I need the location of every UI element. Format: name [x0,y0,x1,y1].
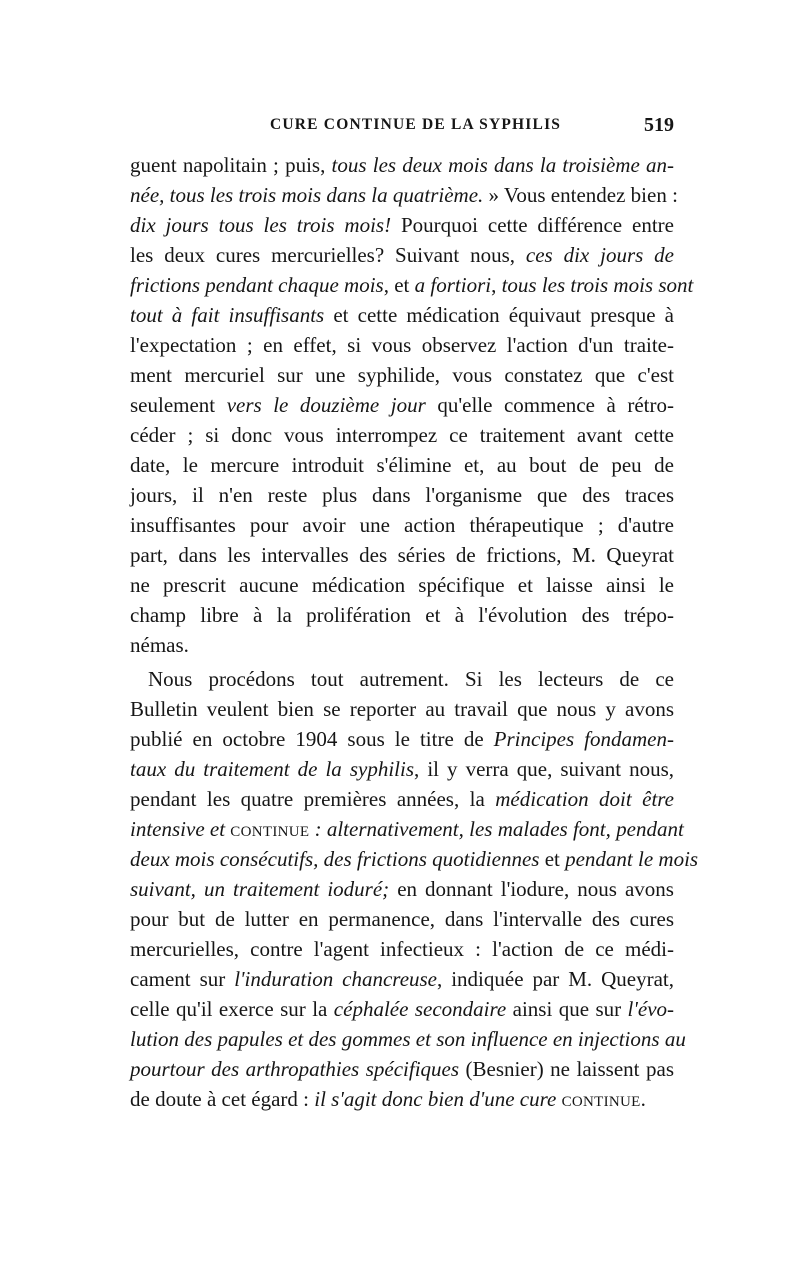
text-run: de doute à cet égard : [130,1087,315,1111]
text-run: guent napolitain ; puis, [130,153,332,177]
text-run: ne prescrit aucune médication spécifique et laisse ainsi le [130,573,674,597]
text-line [130,240,674,270]
italic-text: : alternativement, les malades font, pendant [309,817,684,841]
text-line [130,300,674,330]
italic-text: tous les trois mois sont [501,273,694,297]
italic-text: ces dix jours de [525,243,674,267]
text-line [130,570,674,600]
text-line [130,420,674,450]
text-run: les deux cures mercurielles? Suivant nous, [130,243,526,267]
small-caps-text: continue [561,1087,641,1111]
text-run: , [491,273,502,297]
text-run: champ libre à la prolifération et à l'évolution des trépo- [130,603,674,627]
text-run: , il y verra que, suivant nous, [414,757,675,781]
text-run: Bulletin veulent bien se reporter au travail que nous y avons [130,697,674,721]
italic-text: médication doit être [495,787,674,811]
text-run: et [539,847,566,871]
text-line [130,814,684,844]
text-line [130,1084,674,1114]
running-title: CURE CONTINUE DE LA SYPHILIS [270,116,562,133]
text-line [130,844,699,874]
text-run: . [640,1087,646,1111]
text-line [130,904,674,934]
text-line [130,994,674,1024]
text-line [130,1024,686,1054]
italic-text: deux mois consécutifs, des frictions quotidiennes [130,847,540,871]
text-run: » Vous entendez bien : [483,183,678,207]
text-line [130,874,674,904]
text-run: qu'elle commence à rétro- [425,393,674,417]
italic-text: l'induration chancreuse [234,967,438,991]
text-run: seulement [130,393,227,417]
text-line [130,664,674,694]
italic-text: a fortiori [414,273,492,297]
text-line [130,630,674,660]
text-run: pendant les quatre premières années, la [130,787,496,811]
text-run: date, le mercure introduit s'élimine et, au bout de peu de [130,453,674,477]
text-run: céder ; si donc vous interrompez ce traitement avant cette [130,423,674,447]
text-line [130,964,674,994]
italic-text: frictions pendant chaque mois [130,273,384,297]
text-run: l'expectation ; en effet, si vous observez l'action d'un traite- [130,333,674,357]
text-line [130,540,674,570]
italic-text: il s'agit donc bien d'une cure [314,1087,562,1111]
italic-text: intensive et [130,817,231,841]
italic-text: née, tous les trois mois dans la quatrième. [130,183,484,207]
italic-text: pendant le mois [565,847,699,871]
text-run: insuffisantes pour avoir une action thérapeutique ; d'autre [130,513,674,537]
italic-text: céphalée secondaire [333,997,507,1021]
text-run: , et [383,273,415,297]
text-line [130,360,674,390]
small-caps-text: continue [230,817,310,841]
text-line [130,600,674,630]
text-run: en donnant l'iodure, nous avons [389,877,674,901]
italic-text: tout à fait insuffisants [130,303,325,327]
text-line [130,784,674,814]
text-line [130,180,678,210]
text-run: némas. [130,633,189,657]
text-run: part, dans les intervalles des séries de frictions, M. Queyrat [130,543,674,567]
text-run: celle qu'il exerce sur la [130,997,334,1021]
text-line [130,270,694,300]
body-text [130,150,699,1114]
text-run: cament sur [130,967,235,991]
text-run: pour but de lutter en permanence, dans l'intervalle des cures [130,907,674,931]
text-line [130,150,674,180]
text-run: Nous procédons tout autrement. Si les lecteurs de ce [148,667,674,691]
text-line [130,934,674,964]
italic-text: taux du traitement de la syphilis [130,757,415,781]
text-run: jours, il n'en reste plus dans l'organisme que des traces [130,483,674,507]
text-run: ment mercuriel sur une syphilide, vous constatez que c'est [130,363,674,387]
text-line [130,694,674,724]
text-run: et cette médication équivaut presque à [324,303,674,327]
text-run: , indiquée par M. Queyrat, [437,967,675,991]
page-header [130,114,674,140]
text-run: ainsi que sur [506,997,628,1021]
page-number: 519 [644,114,674,136]
italic-text: l'évo- [627,997,675,1021]
italic-text: Principes fondamen- [493,727,674,751]
text-line [130,390,674,420]
italic-text: dix jours tous les trois mois! [130,213,392,237]
text-line [130,480,674,510]
italic-text: pourtour des arthropathies spécifiques [130,1057,460,1081]
text-run: mercurielles, contre l'agent infectieux : l'action de ce médi- [130,937,674,961]
italic-text: vers le douzième jour [226,393,426,417]
text-line [130,450,674,480]
text-line [130,1054,674,1084]
text-run: publié en octobre 1904 sous le titre de [130,727,494,751]
italic-text: tous les deux mois dans la troisième an- [331,153,674,177]
text-line [130,754,674,784]
text-line [130,330,674,360]
text-run: Pourquoi cette différence entre [391,213,675,237]
text-line [130,724,674,754]
text-line [130,210,674,240]
italic-text: lution des papules et des gommes et son influence en injections au [130,1027,686,1051]
text-run: (Besnier) ne laissent pas [459,1057,674,1081]
italic-text: suivant, un traitement ioduré; [130,877,390,901]
text-line [130,510,674,540]
